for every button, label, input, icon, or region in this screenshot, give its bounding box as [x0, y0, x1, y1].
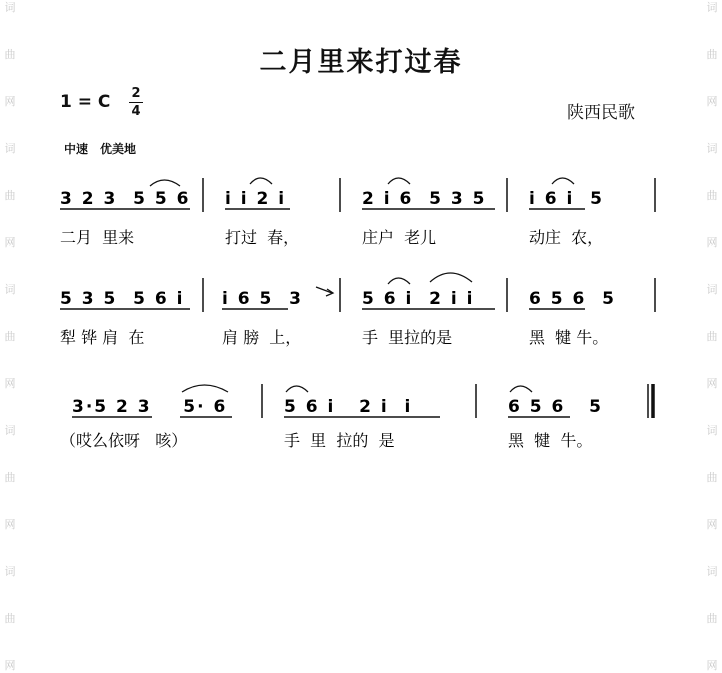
measure-notes: 3·5 2 3 5· 6	[72, 397, 228, 417]
measure-notes: 5 6 i 2 i i	[284, 397, 413, 417]
slur	[510, 386, 532, 392]
slur	[388, 178, 410, 184]
score-row-3	[60, 384, 653, 450]
measure-lyrics: 犁 铧 肩 在	[60, 328, 145, 347]
measure-notes: i 6 i 5	[529, 189, 604, 209]
measure-notes: 3 2 3 5 5 6	[60, 189, 191, 209]
watermark-left: 词 曲 网 词 曲 网 词 曲 网 词 曲 网 词 曲 网	[4, 1, 16, 672]
song-origin: 陕西民歌	[567, 103, 635, 123]
slur	[430, 273, 472, 282]
measure-notes: 5 3 5 5 6 i	[60, 289, 185, 309]
measure-lyrics: 动庄 农，	[529, 228, 604, 247]
slur	[286, 386, 308, 392]
measure-lyrics: 手 里拉的是	[362, 328, 453, 347]
measure-notes: 2 i 6 5 3 5	[362, 189, 487, 209]
measure-lyrics: 黑 犍 牛。	[508, 431, 593, 450]
measure-lyrics: 黑 犍 牛。	[529, 328, 609, 347]
score-row-1	[60, 178, 655, 247]
measure-notes: 5 6 i 2 i i	[362, 289, 475, 309]
measure-notes: 6 5 6 5	[529, 289, 616, 309]
measure-notes: 6 5 6 5	[508, 397, 603, 417]
watermark-right: 词 曲 网 词 曲 网 词 曲 网 词 曲 网 词 曲 网	[706, 1, 718, 672]
slur	[388, 278, 410, 284]
meter-bottom: 4	[131, 104, 141, 119]
measure-notes: i i 2 i	[225, 189, 287, 209]
measure-lyrics: 庄户 老儿	[362, 228, 437, 247]
slur	[250, 178, 272, 184]
measure-lyrics: 肩 膀 上，	[222, 328, 302, 347]
slur	[552, 178, 574, 184]
measure-notes: i 6 5 3	[222, 289, 303, 309]
slur	[150, 180, 180, 186]
score-row-2	[60, 273, 655, 347]
slur	[182, 385, 228, 392]
measure-lyrics: 手 里 拉的 是	[284, 431, 395, 450]
song-title: 二月里来打过春	[259, 47, 463, 78]
tempo-marking: 中速 优美地	[64, 142, 137, 156]
measure-lyrics: 打过 春，	[225, 228, 300, 247]
meter-top: 2	[131, 86, 141, 101]
key-signature: 1 = C	[60, 92, 111, 112]
measure-lyrics: 二月 里来	[60, 228, 135, 247]
measure-lyrics: （哎么依呀 咳）	[60, 431, 188, 450]
